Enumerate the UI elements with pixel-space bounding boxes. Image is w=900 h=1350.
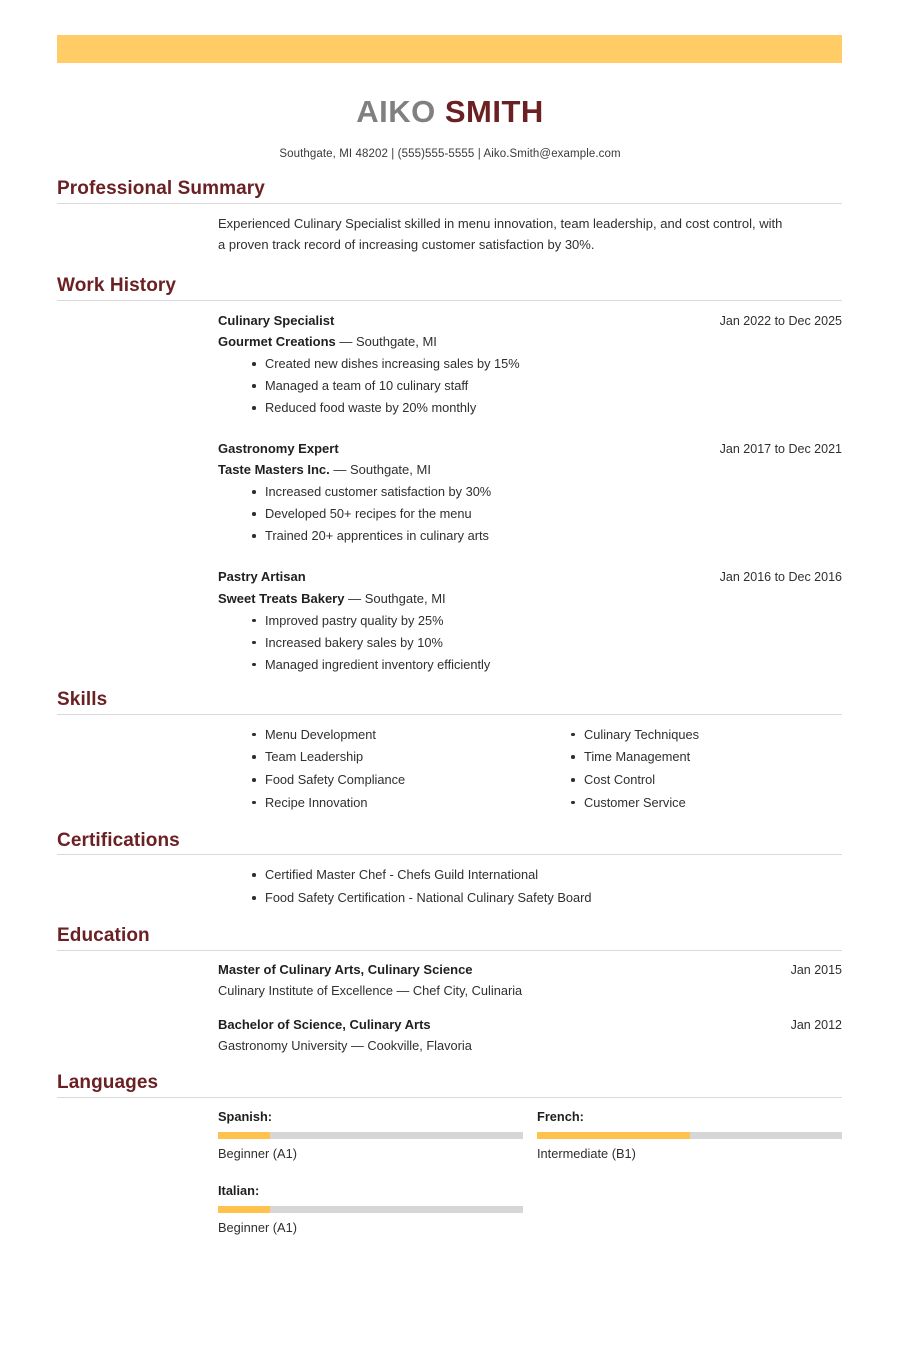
section-title-work-history: Work History bbox=[57, 274, 177, 296]
last-name: SMITH bbox=[444, 94, 544, 129]
job-bullet: Created new dishes increasing sales by 15% bbox=[218, 353, 842, 375]
skill-item: Cost Control bbox=[537, 769, 842, 792]
job-company-name: Gourmet Creations bbox=[218, 334, 336, 350]
education-degree: Master of Culinary Arts, Culinary Science bbox=[218, 961, 473, 977]
language-item bbox=[218, 1181, 523, 1238]
education-date: Jan 2015 bbox=[790, 962, 842, 977]
certifications-body bbox=[57, 855, 842, 910]
skill-item: Time Management bbox=[537, 746, 842, 769]
language-level: Intermediate (B1) bbox=[537, 1145, 636, 1161]
skill-item: Recipe Innovation bbox=[218, 792, 523, 815]
section-title-education: Education bbox=[57, 924, 150, 946]
section-work-history bbox=[0, 275, 900, 676]
certification-item: Food Safety Certification - National Culinary Safety Board bbox=[218, 887, 842, 910]
job-company-name: Taste Masters Inc. bbox=[218, 462, 330, 478]
job-location: — Southgate, MI bbox=[344, 590, 446, 606]
certifications-list bbox=[218, 864, 842, 910]
job-bullet: Increased customer satisfaction by 30% bbox=[218, 481, 842, 503]
job-dates: Jan 2016 to Dec 2016 bbox=[719, 570, 842, 585]
contact-info: Southgate, MI 48202 | (555)555-5555 | Aiko.Smith@example.com bbox=[279, 148, 621, 160]
skill-item: Food Safety Compliance bbox=[218, 769, 523, 792]
job-bullet-list bbox=[218, 610, 842, 676]
language-name: French: bbox=[537, 1109, 584, 1125]
education-school: Gastronomy University — Cookville, Flavoria bbox=[218, 1037, 472, 1053]
education-header-row bbox=[218, 1015, 842, 1036]
education-body bbox=[57, 951, 842, 1057]
language-proficiency-fill bbox=[218, 1206, 270, 1213]
summary-text: Experienced Culinary Specialist skilled in menu innovation, team leadership, and cost control, with a proven track record of increasing customer satisfaction by 30%. bbox=[218, 215, 783, 252]
job-bullet: Improved pastry quality by 25% bbox=[218, 610, 842, 632]
work-history-body bbox=[57, 301, 842, 676]
section-title-certifications: Certifications bbox=[57, 829, 180, 851]
skills-list-right bbox=[537, 724, 842, 815]
education-date: Jan 2012 bbox=[790, 1018, 842, 1033]
job-bullet-list bbox=[218, 481, 842, 547]
resume-content bbox=[0, 178, 900, 1255]
language-item bbox=[218, 1107, 523, 1164]
job-company-line bbox=[218, 588, 842, 609]
work-history-entry bbox=[218, 438, 842, 547]
section-title-languages: Languages bbox=[57, 1072, 159, 1094]
summary-body bbox=[57, 204, 842, 255]
skills-column-right bbox=[537, 724, 842, 815]
section-languages bbox=[0, 1072, 900, 1255]
language-level: Beginner (A1) bbox=[218, 1145, 297, 1161]
education-header-row bbox=[218, 960, 842, 981]
skill-item: Menu Development bbox=[218, 724, 523, 747]
job-bullet: Reduced food waste by 20% monthly bbox=[218, 397, 842, 419]
job-location: — Southgate, MI bbox=[335, 334, 437, 350]
skills-column-left bbox=[218, 724, 523, 815]
certification-item: Certified Master Chef - Chefs Guild International bbox=[218, 864, 842, 887]
section-skills bbox=[0, 689, 900, 815]
language-proficiency-fill bbox=[537, 1132, 690, 1139]
education-school: Culinary Institute of Excellence — Chef City, Culinaria bbox=[218, 982, 523, 998]
job-header-row bbox=[218, 438, 842, 459]
section-title-summary: Professional Summary bbox=[57, 178, 265, 199]
skills-columns bbox=[218, 724, 842, 815]
language-proficiency-bar bbox=[218, 1132, 523, 1139]
job-bullet: Developed 50+ recipes for the menu bbox=[218, 503, 842, 525]
job-header-row bbox=[218, 566, 842, 587]
language-proficiency-fill bbox=[218, 1132, 270, 1139]
job-bullet: Increased bakery sales by 10% bbox=[218, 632, 842, 654]
section-education bbox=[0, 925, 900, 1056]
skill-item: Customer Service bbox=[537, 792, 842, 815]
job-title: Pastry Artisan bbox=[218, 569, 306, 585]
language-name: Italian: bbox=[218, 1183, 260, 1199]
job-bullet: Managed a team of 10 culinary staff bbox=[218, 375, 842, 397]
section-certifications bbox=[0, 830, 900, 910]
first-name: AIKO bbox=[356, 94, 436, 129]
language-level: Beginner (A1) bbox=[218, 1219, 297, 1235]
job-company-name: Sweet Treats Bakery bbox=[218, 590, 345, 606]
job-title: Gastronomy Expert bbox=[218, 441, 339, 457]
languages-body bbox=[57, 1098, 842, 1255]
language-item bbox=[537, 1107, 842, 1164]
job-bullet: Trained 20+ apprentices in culinary arts bbox=[218, 525, 842, 547]
job-title: Culinary Specialist bbox=[218, 312, 335, 328]
job-header-row bbox=[218, 310, 842, 331]
work-history-entry bbox=[218, 310, 842, 419]
job-company-line bbox=[218, 459, 842, 480]
education-entry bbox=[218, 1015, 842, 1056]
work-history-entry bbox=[218, 566, 842, 675]
accent-header-bar bbox=[57, 35, 842, 63]
skill-item: Team Leadership bbox=[218, 746, 523, 769]
skills-body bbox=[57, 715, 842, 815]
section-title-skills: Skills bbox=[57, 688, 108, 710]
job-company-line bbox=[218, 331, 842, 352]
section-professional-summary bbox=[0, 178, 900, 255]
job-bullet-list bbox=[218, 353, 842, 419]
skill-item: Culinary Techniques bbox=[537, 724, 842, 747]
candidate-name bbox=[0, 96, 900, 129]
education-entry bbox=[218, 960, 842, 1001]
job-dates: Jan 2022 to Dec 2025 bbox=[719, 313, 842, 328]
job-bullet: Managed ingredient inventory efficiently bbox=[218, 654, 842, 676]
languages-grid bbox=[218, 1107, 842, 1255]
language-proficiency-bar bbox=[218, 1206, 523, 1213]
education-degree: Bachelor of Science, Culinary Arts bbox=[218, 1017, 431, 1033]
language-name: Spanish: bbox=[218, 1109, 273, 1125]
language-proficiency-bar bbox=[537, 1132, 842, 1139]
job-dates: Jan 2017 to Dec 2021 bbox=[719, 442, 842, 457]
job-location: — Southgate, MI bbox=[329, 462, 431, 478]
skills-list-left bbox=[218, 724, 523, 815]
